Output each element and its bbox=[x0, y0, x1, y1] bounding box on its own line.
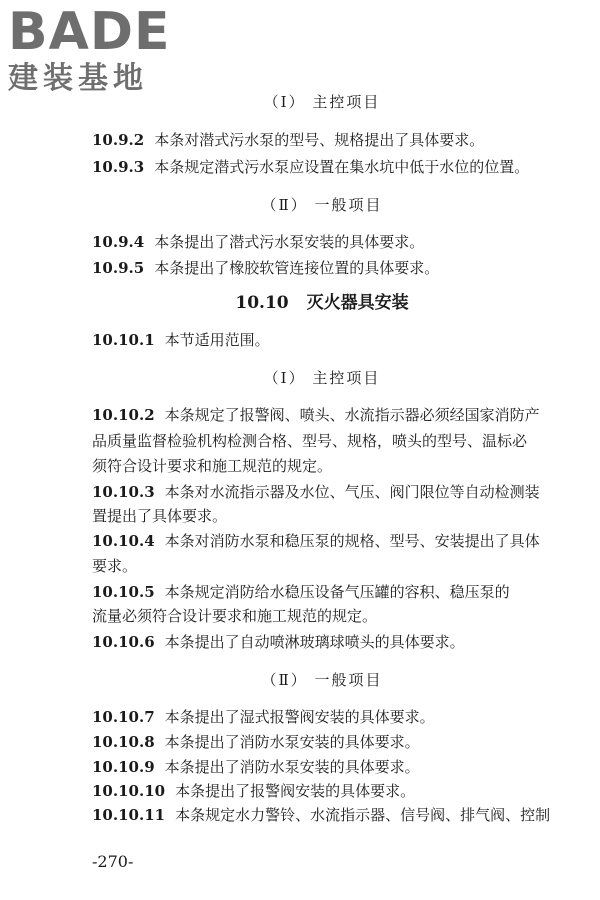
clause-10-9-3 bbox=[92, 157, 529, 177]
clause-10-10-7 bbox=[92, 707, 435, 727]
clause-10-10-1 bbox=[92, 330, 270, 350]
clause-text: 本条提出了消防水泵安装的具体要求。 bbox=[164, 758, 420, 776]
clause-text: 本条对潜式污水泵的型号、规格提出了具体要求。 bbox=[154, 131, 485, 149]
clause-text: 本条提出了消防水泵安装的具体要求。 bbox=[164, 733, 420, 751]
clause-10-10-2-cont: 须符合设计要求和施工规范的规定。 bbox=[92, 457, 333, 475]
clause-text: 本条提出了橡胶软管连接位置的具体要求。 bbox=[154, 259, 440, 277]
clause-number: 10.10.7 bbox=[92, 708, 155, 726]
bade-logo bbox=[8, 4, 178, 100]
clause-number: 10.9.5 bbox=[92, 259, 145, 277]
clause-text: 本条对消防水泵和稳压泵的规格、型号、安装提出了具体 bbox=[164, 532, 540, 550]
clause-10-10-6 bbox=[92, 632, 465, 652]
clause-number: 10.10.4 bbox=[92, 532, 155, 550]
clause-text: 本条规定了报警阀、喷头、水流指示器必须经国家消防产 bbox=[164, 406, 540, 424]
clause-number: 10.9.2 bbox=[92, 131, 145, 149]
clause-number: 10.10.11 bbox=[92, 806, 166, 824]
logo-subtitle: 建装基地 bbox=[8, 61, 148, 96]
clause-number: 10.10.3 bbox=[92, 483, 155, 501]
clause-text: 本条提出了自动喷淋玻璃球喷头的具体要求。 bbox=[164, 633, 465, 651]
section-title bbox=[92, 292, 552, 314]
clause-number: 10.9.4 bbox=[92, 233, 145, 251]
clause-10-10-4-cont: 要求。 bbox=[92, 557, 138, 575]
clause-10-9-4 bbox=[92, 232, 424, 252]
clause-10-10-4 bbox=[92, 531, 540, 551]
subheading-general: （Ⅱ） 一般项目 bbox=[261, 196, 383, 214]
clause-text: 本条规定消防给水稳压设备气压罐的容积、稳压泵的 bbox=[164, 583, 510, 601]
clause-number: 10.10.2 bbox=[92, 406, 155, 424]
clause-10-9-2 bbox=[92, 130, 484, 150]
subheading-main-control-2: （Ⅰ） 主控项目 bbox=[263, 369, 381, 387]
clause-10-10-11 bbox=[92, 805, 550, 825]
clause-number: 10.10.6 bbox=[92, 633, 155, 651]
logo-wordmark: BADE bbox=[8, 2, 171, 62]
clause-number: 10.10.5 bbox=[92, 583, 155, 601]
clause-10-10-8 bbox=[92, 732, 420, 752]
subheading-main-control: （Ⅰ） 主控项目 bbox=[263, 93, 381, 111]
clause-text: 本条提出了报警阀安装的具体要求。 bbox=[175, 782, 416, 800]
clause-text: 本节适用范围。 bbox=[164, 331, 270, 349]
clause-10-9-5 bbox=[92, 258, 439, 278]
clause-10-10-3 bbox=[92, 482, 540, 502]
clause-number: 10.10.8 bbox=[92, 733, 155, 751]
page-number: -270- bbox=[92, 852, 134, 871]
clause-10-10-5 bbox=[92, 582, 510, 602]
clause-10-10-9 bbox=[92, 757, 420, 777]
clause-10-10-2 bbox=[92, 405, 540, 425]
clause-10-10-2-cont: 品质量监督检验机构检测合格、型号、规格，喷头的型号、温标必 bbox=[92, 432, 528, 450]
clause-number: 10.9.3 bbox=[92, 158, 145, 176]
subheading-general-2: （Ⅱ） 一般项目 bbox=[261, 671, 383, 689]
clause-number: 10.10.10 bbox=[92, 782, 166, 800]
clause-number: 10.10.9 bbox=[92, 758, 155, 776]
clause-10-10-5-cont: 流量必须符合设计要求和施工规范的规定。 bbox=[92, 607, 378, 625]
clause-number: 10.10.1 bbox=[92, 331, 155, 349]
section-name: 灭火器具安装 bbox=[306, 293, 409, 313]
clause-text: 本条对水流指示器及水位、气压、阀门限位等自动检测装 bbox=[164, 483, 540, 501]
clause-text: 本条提出了潜式污水泵安装的具体要求。 bbox=[154, 233, 425, 251]
clause-text: 本条规定水力警铃、水流指示器、信号阀、排气阀、控制 bbox=[175, 806, 551, 824]
clause-10-10-3-cont: 置提出了具体要求。 bbox=[92, 507, 228, 525]
clause-10-10-10 bbox=[92, 781, 415, 801]
clause-text: 本条规定潜式污水泵应设置在集水坑中低于水位的位置。 bbox=[154, 158, 530, 176]
clause-text: 本条提出了湿式报警阀安装的具体要求。 bbox=[164, 708, 435, 726]
section-number: 10.10 bbox=[235, 293, 289, 313]
